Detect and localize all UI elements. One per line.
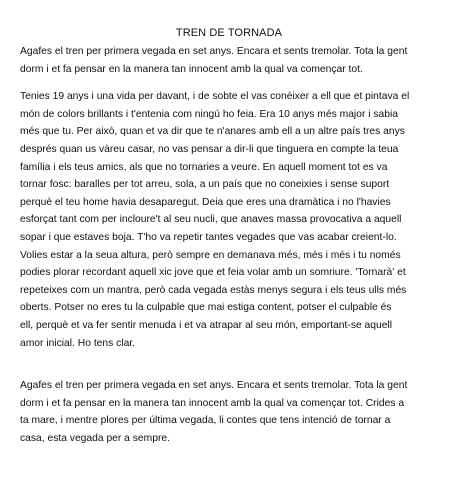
text-line: podies plorar recordant aquell xic jove que et feia volar amb un somriure. 'Tornarà' et bbox=[20, 267, 406, 279]
text-line: amor inicial. Ho tens clar. bbox=[20, 337, 136, 349]
text-line: ell, perquè et va fer sentir menuda i et va atrapar al seu món, emportant-se aquell bbox=[20, 319, 393, 331]
text-line: més que tu. Per això, quan et va dir que te n'anares amb ell a un altre país tres anys bbox=[20, 126, 405, 138]
text-line: després quan us vàreu casar, no vas pensar a dir-li que tinguera en compte la teua bbox=[20, 143, 399, 155]
text-line: dorm i et fa pensar en la manera tan innocent amb la qual va començar tot. Crides a bbox=[20, 397, 405, 409]
paragraph-3 bbox=[20, 377, 438, 447]
text-line: Agafes el tren per primera vegada en set anys. Encara et sents tremolar. Tota la gent bbox=[20, 380, 408, 392]
text-line: ta mare, i mentre plores per última vegada, li contes que tens intenció de tornar a bbox=[20, 415, 391, 427]
text-line: Tenies 19 anys i una vida per davant, i de sobte el vas conèixer a ell que et pintava el bbox=[20, 91, 410, 103]
document-title: TREN DE TORNADA bbox=[175, 27, 283, 39]
document-page bbox=[20, 26, 438, 447]
text-line: tornar fosc: baralles per tot arreu, sola, a un país que no coneixies i sense suport bbox=[20, 179, 390, 191]
text-line: sopar i que estaves boja. T'ho va repetir tantes vegades que vas acabar creient-lo. bbox=[20, 231, 397, 243]
text-line: oberts. Potser no eres tu la culpable que mai estiga content, potser el culpable és bbox=[20, 302, 392, 314]
text-line: esforçat tant com per incloure't al seu nucli, que anaves massa provocativa a aquell bbox=[20, 214, 402, 226]
text-line: família i els teus amics, als que no tornaries a veure. En aquell moment tot es va bbox=[20, 161, 388, 173]
text-line: perquè el teu home havia desaparegut. Deia que eres una dramàtica i no l'havies bbox=[20, 196, 391, 208]
text-line: casa, esta vegada per a sempre. bbox=[20, 432, 170, 444]
text-line: repeteixes com un mantra, però cada vegada estàs menys segura i els teus ulls més bbox=[20, 284, 407, 296]
text-line: Agafes el tren per primera vegada en set anys. Encara et sents tremolar. Tota la gent bbox=[20, 46, 408, 57]
paragraph-1 bbox=[20, 43, 438, 78]
text-line: Volies estar a la seua altura, però sempre en demanava més, més i més i tu només bbox=[20, 249, 401, 261]
text-line: dorm i et fa pensar en la manera tan innocent amb la qual va començar tot. bbox=[20, 63, 363, 75]
text-line: món de colors brillants i t'entenia com ningú ho feia. Era 10 anys més major i sabia bbox=[20, 108, 398, 120]
paragraph-2 bbox=[20, 88, 438, 352]
